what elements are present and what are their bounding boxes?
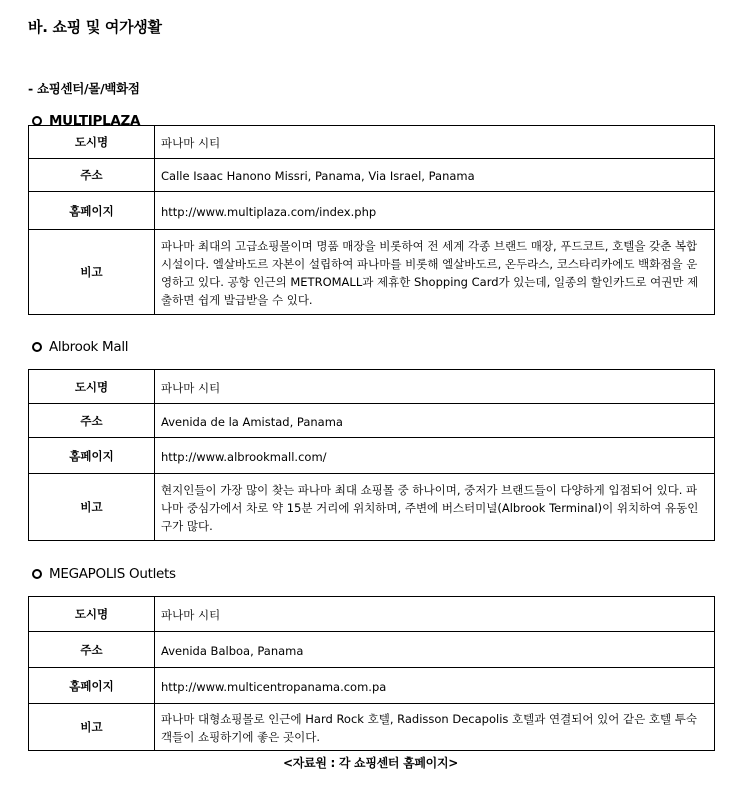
label-note: 비고: [29, 230, 155, 315]
value-note: 현지인들이 가장 많이 찾는 파나마 최대 쇼핑몰 중 하나이며, 중저가 브랜드들이 다양하게 입점되어 있다. 파나마 중심가에서 차로 약 15분 거리에 위치하며, 주변에 버스터미널(Albrook Terminal)이 위치하여 유동인구가 많다.: [155, 474, 715, 541]
label-homepage: 홈페이지: [29, 668, 155, 704]
table-row: [29, 126, 715, 159]
table-row: [29, 230, 715, 315]
mall-heading-albrook: [30, 339, 128, 355]
value-city: 파나마 시티: [155, 597, 715, 632]
mall-info-table-multiplaza: [28, 125, 715, 315]
value-note: 파나마 대형쇼핑몰로 인근에 Hard Rock 호텔, Radisson Decapolis 호텔과 연결되어 있어 같은 호텔 투숙객들이 쇼핑하기에 좋은 곳이다.: [155, 704, 715, 751]
circle-bullet-icon: [32, 569, 42, 579]
label-homepage: 홈페이지: [29, 438, 155, 474]
table-row: [29, 474, 715, 541]
circle-bullet-icon: [32, 342, 42, 352]
mall-name: MULTIPLAZA: [49, 113, 141, 129]
mall-name: Albrook Mall: [49, 339, 129, 355]
label-address: 주소: [29, 159, 155, 192]
table-row: [29, 632, 715, 668]
mall-name: MEGAPOLIS Outlets: [49, 566, 176, 582]
section-subheading: - 쇼핑센터/몰/백화점: [28, 81, 140, 96]
table-row: [29, 438, 715, 474]
label-note: 비고: [29, 474, 155, 541]
table-row: [29, 192, 715, 230]
mall-info-table-megapolis: [28, 596, 715, 751]
value-note: 파나마 최대의 고급쇼핑몰이며 명품 매장을 비롯하여 전 세계 각종 브랜드 매장, 푸드코트, 호텔을 갖춘 복합시설이다. 엘살바도르 자본이 설립하여 파나마를 비롯해 엘살바도르, 온두라스, 코스타리카에도 백화점을 운영하고 있다. 공항 인근의 METROMALL과 제휴한 Shopping Card가 있는데, 일종의 할인카드로 여권만 제출하면 쉽게 발급받을 수 있다.: [155, 230, 715, 315]
table-row: [29, 370, 715, 404]
table-row: [29, 704, 715, 751]
mall-info-table-albrook: [28, 369, 715, 541]
table-row: [29, 404, 715, 438]
source-caption: <자료원 : 각 쇼핑센터 홈페이지>: [282, 756, 459, 770]
label-city: 도시명: [29, 126, 155, 159]
label-address: 주소: [29, 404, 155, 438]
mall-heading-megapolis: [30, 566, 176, 582]
value-address: Avenida de la Amistad, Panama: [155, 404, 715, 438]
table-row: [29, 668, 715, 704]
label-note: 비고: [29, 704, 155, 751]
table-row: [29, 597, 715, 632]
label-city: 도시명: [29, 597, 155, 632]
value-address: Calle Isaac Hanono Missri, Panama, Via Israel, Panama: [155, 159, 715, 192]
label-homepage: 홈페이지: [29, 192, 155, 230]
value-city: 파나마 시티: [155, 370, 715, 404]
label-city: 도시명: [29, 370, 155, 404]
value-homepage[interactable]: http://www.multiplaza.com/index.php: [155, 192, 715, 230]
value-city: 파나마 시티: [155, 126, 715, 159]
value-address: Avenida Balboa, Panama: [155, 632, 715, 668]
value-homepage[interactable]: http://www.multicentropanama.com.pa: [155, 668, 715, 704]
page-title: 바. 쇼핑 및 여가생활: [28, 18, 162, 36]
table-row: [29, 159, 715, 192]
value-homepage[interactable]: http://www.albrookmall.com/: [155, 438, 715, 474]
label-address: 주소: [29, 632, 155, 668]
